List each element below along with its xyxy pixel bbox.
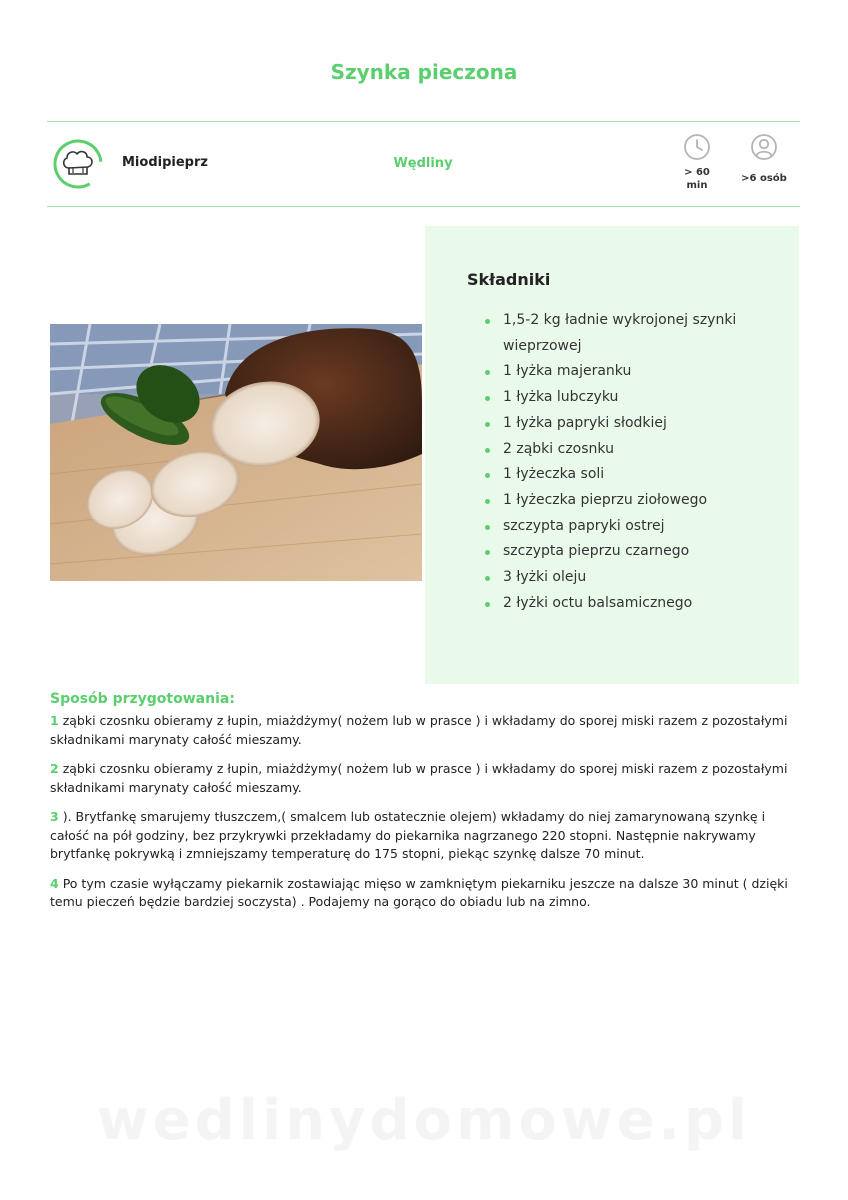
watermark: wedlinydomowe.pl	[96, 1088, 752, 1153]
step-number: 2	[50, 761, 59, 776]
step-text: ząbki czosnku obieramy z łupin, miażdżymy( nożem lub w prasce ) i wkładamy do sporej miski razem z pozostałymi składnikami marynaty całość mieszamy.	[50, 761, 788, 795]
prep-time	[671, 133, 723, 192]
ingredients-list	[503, 308, 773, 616]
ingredient-item: 1 łyżeczka soli	[503, 462, 773, 488]
step-text: ząbki czosnku obieramy z łupin, miażdżymy( nożem lub w prasce ) i wkładamy do sporej miski razem z pozostałymi składnikami marynaty całość mieszamy.	[50, 713, 788, 747]
recipe-photo	[50, 324, 422, 581]
chef-hat-logo-icon	[52, 138, 104, 190]
ingredient-item: 1 łyżka majeranku	[503, 359, 773, 385]
recipe-title: Szynka pieczona	[330, 60, 518, 84]
preparation-step	[50, 760, 800, 797]
ingredient-item: szczypta papryki ostrej	[503, 514, 773, 540]
preparation-step	[50, 808, 800, 864]
step-number: 4	[50, 875, 59, 891]
ingredient-item: 1 łyżeczka pieprzu ziołowego	[503, 488, 773, 514]
prep-time-value: > 60 min	[684, 167, 710, 191]
preparation-step	[50, 712, 800, 749]
servings	[738, 133, 790, 185]
ingredient-item: 1,5-2 kg ładnie wykrojonej szynki wieprzowej	[503, 308, 773, 359]
ingredients-panel	[425, 226, 799, 684]
ingredient-item: 3 łyżki oleju	[503, 565, 773, 591]
ingredient-item: szczypta pieprzu czarnego	[503, 539, 773, 565]
author-name: Miodipieprz	[122, 155, 208, 170]
servings-value: >6 osób	[741, 173, 787, 184]
clock-icon	[683, 133, 711, 161]
ingredient-item: 2 łyżki octu balsamicznego	[503, 591, 773, 617]
person-icon	[750, 133, 778, 161]
preparation-section	[50, 691, 800, 923]
category-link[interactable]: Wędliny	[393, 156, 453, 171]
ingredient-item: 1 łyżka lubczyku	[503, 385, 773, 411]
ingredients-heading: Składniki	[467, 270, 551, 289]
preparation-heading: Sposób przygotowania:	[50, 691, 235, 707]
header-divider-top	[47, 121, 800, 122]
preparation-step	[50, 875, 800, 912]
header-divider-bottom	[47, 206, 800, 207]
step-number: 1	[50, 713, 59, 728]
step-number: 3	[50, 809, 59, 824]
step-text: ). Brytfankę smarujemy tłuszczem,( smalcem lub ostatecznie olejem) wkładamy do niej zamarynowaną szynkę i całość na pół godziny, bez przykrywki przekładamy do piekarnika nagrzanego 220 stopni. Następnie nakrywamy brytfankę pokrywką i zmniejszamy temperaturę do 175 stopni, piekąc szynkę dalsze 70 minut.	[50, 809, 766, 861]
ingredient-item: 1 łyżka papryki słodkiej	[503, 411, 773, 437]
ingredient-item: 2 ząbki czosnku	[503, 437, 773, 463]
step-text: Po tym czasie wyłączamy piekarnik zostawiając mięso w zamkniętym piekarniku jeszcze na dalsze 30 minut ( dzięki temu pieczeń będzie bardziej soczysta) . Podajemy na gorąco do obiadu lub na zimno.	[50, 875, 788, 909]
